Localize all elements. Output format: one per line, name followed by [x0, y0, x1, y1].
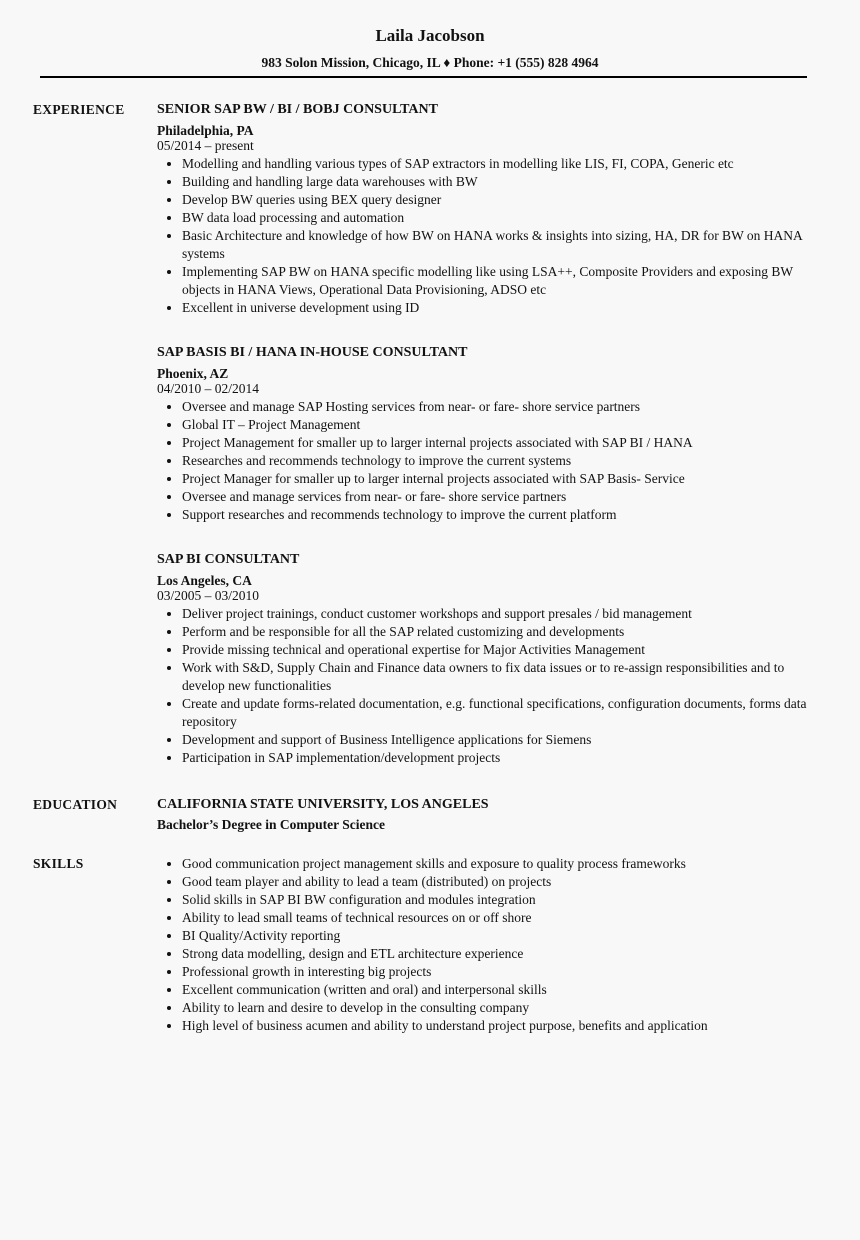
bullet-item: • Ability to lead small teams of technical resources on or off shore [182, 909, 812, 927]
bullet-item: • Work with S&D, Supply Chain and Finance data owners to fix data issues or to re-assign responsibilities and to develop new functionalities [182, 659, 812, 695]
bullet-item: • Provide missing technical and operational expertise for Major Activities Management [182, 641, 812, 659]
resume-header [0, 0, 860, 71]
contact-line: 983 Solon Mission, Chicago, IL ♦ Phone: +1 (555) 828 4964 [261, 55, 599, 70]
job-entry-sap-bi-consultant [157, 550, 812, 767]
bullet-item: • High level of business acumen and ability to understand project purpose, benefits and application [182, 1017, 812, 1035]
header-divider [40, 76, 807, 78]
bullet-item: • Ability to learn and desire to develop in the consulting company [182, 999, 812, 1017]
bullet-item: • Oversee and manage SAP Hosting services from near- or fare- shore service partners [182, 398, 812, 416]
bullet-item: • Excellent in universe development using ID [182, 299, 812, 317]
job-entry-senior-sap-bw-bi-bobj-consultant [157, 100, 812, 317]
bullet-item: • Deliver project trainings, conduct customer workshops and support presales / bid management [182, 605, 812, 623]
section-label-experience: EXPERIENCE [33, 102, 125, 117]
section-label-skills: SKILLS [33, 856, 84, 871]
bullet-item: • Participation in SAP implementation/development projects [182, 749, 812, 767]
experience-content [157, 100, 812, 767]
skills-content [157, 855, 812, 1035]
bullet-item: • Modelling and handling various types of SAP extractors in modelling like LIS, FI, COPA, Generic etc [182, 155, 812, 173]
job-bullet-list [157, 605, 812, 767]
bullet-item: • Strong data modelling, design and ETL architecture experience [182, 945, 812, 963]
job-bullet-list [157, 155, 812, 317]
bullet-item: • Excellent communication (written and oral) and interpersonal skills [182, 981, 812, 999]
job-dates: 05/2014 – present [157, 138, 254, 153]
bullet-item: • Project Management for smaller up to larger internal projects associated with SAP BI / HANA [182, 434, 812, 452]
bullet-item: • Project Manager for smaller up to larger internal projects associated with SAP Basis- Service [182, 470, 812, 488]
bullet-item: • Building and handling large data warehouses with BW [182, 173, 812, 191]
bullet-item: • Support researches and recommends technology to improve the current platform [182, 506, 812, 524]
experience-section [0, 100, 860, 767]
skills-bullet-list [157, 855, 812, 1035]
bullet-item: • Create and update forms-related documentation, e.g. functional specifications, configuration documents, forms data repository [182, 695, 812, 731]
bullet-item: • Global IT – Project Management [182, 416, 812, 434]
bullet-item: • BW data load processing and automation [182, 209, 812, 227]
job-entry-sap-basis-bi-hana-in-house-consultant [157, 343, 812, 524]
job-dates: 03/2005 – 03/2010 [157, 588, 260, 603]
education-content [157, 795, 812, 834]
job-dates: 04/2010 – 02/2014 [157, 381, 260, 396]
job-bullet-list [157, 398, 812, 524]
job-title: SENIOR SAP BW / BI / BOBJ CONSULTANT [157, 102, 438, 117]
person-name: Laila Jacobson [375, 26, 485, 45]
bullet-item: • Perform and be responsible for all the SAP related customizing and developments [182, 623, 812, 641]
bullet-item: • Professional growth in interesting big projects [182, 963, 812, 981]
job-title: SAP BI CONSULTANT [157, 552, 300, 567]
education-section [0, 795, 860, 834]
school-name: CALIFORNIA STATE UNIVERSITY, LOS ANGELES [157, 797, 489, 812]
job-location: Phoenix, AZ [157, 366, 229, 381]
bullet-item: • Good communication project management skills and exposure to quality process frameworks [182, 855, 812, 873]
job-title: SAP BASIS BI / HANA IN-HOUSE CONSULTANT [157, 345, 468, 360]
bullet-item: • BI Quality/Activity reporting [182, 927, 812, 945]
bullet-item: • Develop BW queries using BEX query designer [182, 191, 812, 209]
bullet-item: • Basic Architecture and knowledge of how BW on HANA works & insights into sizing, HA, DR for BW on HANA systems [182, 227, 812, 263]
bullet-item: • Oversee and manage services from near- or fare- shore service partners [182, 488, 812, 506]
job-location: Los Angeles, CA [157, 573, 252, 588]
job-location: Philadelphia, PA [157, 123, 254, 138]
bullet-item: • Researches and recommends technology to improve the current systems [182, 452, 812, 470]
bullet-item: • Good team player and ability to lead a team (distributed) on projects [182, 873, 812, 891]
section-label-education: EDUCATION [33, 797, 118, 812]
degree-name: Bachelor’s Degree in Computer Science [157, 817, 385, 832]
skills-section [0, 855, 860, 1035]
bullet-item: • Solid skills in SAP BI BW configuration and modules integration [182, 891, 812, 909]
bullet-item: • Development and support of Business Intelligence applications for Siemens [182, 731, 812, 749]
bullet-item: • Implementing SAP BW on HANA specific modelling like using LSA++, Composite Providers and exposing BW objects in HANA Views, Operational Data Provisioning, ADSO etc [182, 263, 812, 299]
